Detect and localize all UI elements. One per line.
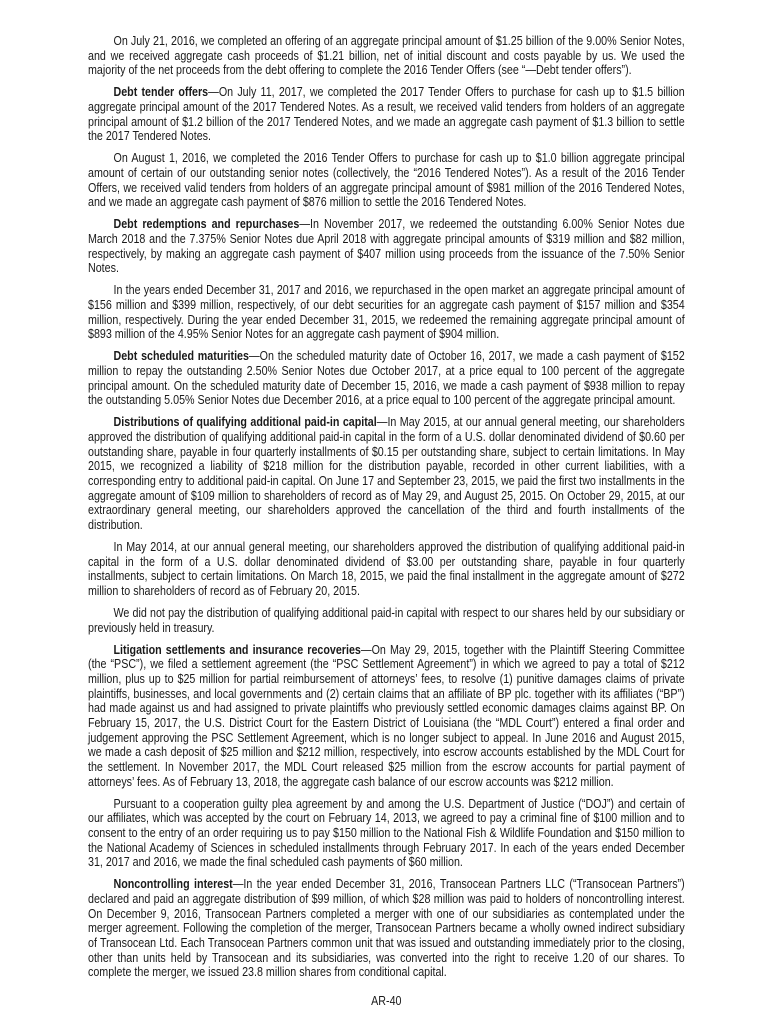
paragraph-text: —On July 11, 2017, we completed the 2017 Tender Offers to purchase for cash up to $1.5 billion aggregate principal amount of the 2017 Tendered Notes. As a result, we received valid tenders from holders of an aggregate principal amount of $1.2 billion of the 2017 Tendered Notes, and we made an aggregate cash payment of $1.3 billion to settle the 2017 Tendered Notes. [88,85,685,144]
paragraph-debt-redemptions [88,217,685,276]
section-heading: Distributions of qualifying additional paid-in capital [113,415,377,430]
section-heading: Debt scheduled maturities [113,349,249,364]
paragraph-noncontrolling-interest [88,877,685,980]
paragraph-open-market-repurchases [88,283,685,342]
section-heading: Noncontrolling interest [113,877,233,892]
section-heading: Litigation settlements and insurance recoveries [113,642,361,657]
paragraph-distributions-2015 [88,415,685,532]
paragraph-debt-scheduled-maturities [88,349,685,408]
paragraph-text: In the years ended December 31, 2017 and 2016, we repurchased in the open market an aggregate principal amount of $156 million and $399 million, respectively, of our debt securities for an aggregate cash payment of $157 million and $354 million, respectively. During the year ended December 31, 2015, we redeemed the remaining aggregate principal amount of $893 million of the 4.95% Senior Notes for an aggregate cash payment of $904 million. [88,283,685,342]
paragraph-text: —In the year ended December 31, 2016, Transocean Partners LLC (“Transocean Partners”) declared and paid an aggregate distribution of $99 million, of which $28 million was paid to holders of noncontrolling interest. On December 9, 2016, Transocean Partners completed a merger with one of our subsidiaries as contemplated under the merger agreement. Following the completion of the merger, Transocean Partners became a wholly owned indirect subsidiary of Transocean Ltd. Each Transocean Partners common unit that was issued and outstanding immediately prior to the closing, other than units held by Transocean and its subsidiaries, was converted into the right to receive 1.20 of our shares. To complete the merger, we issued 23.8 million shares from conditional capital. [88,877,685,980]
paragraph-text: On July 21, 2016, we completed an offering of an aggregate principal amount of $1.25 billion of the 9.00% Senior Notes, and we received aggregate cash proceeds of $1.21 billion, net of initial discount and costs payable by us. We used the majority of the net proceeds from the debt offering to complete the 2016 Tender Offers (see “—Debt tender offers”). [88,34,685,78]
paragraph-litigation-settlements [88,643,685,790]
paragraph-text: —In November 2017, we redeemed the outstanding 6.00% Senior Notes due March 2018 and the 7.375% Senior Notes due April 2018 with aggregate principal amounts of $319 million and $82 million, respectively, by making an aggregate cash payment of $407 million using proceeds from the issuance of the 7.50% Senior Notes. [88,217,685,276]
paragraph-text: —On the scheduled maturity date of October 16, 2017, we made a cash payment of $152 million to repay the outstanding 2.50% Senior Notes due October 2017, at a price equal to 100 percent of the aggregate principal amount. On the scheduled maturity date of December 15, 2016, we made a cash payment of $938 million to repay the outstanding 5.05% Senior Notes due December 2016, at a price equal to 100 percent of the aggregate principal amount. [88,349,685,408]
paragraph-distributions-2014 [88,540,685,599]
paragraph-text: —On May 29, 2015, together with the Plaintiff Steering Committee (the “PSC”), we filed a settlement agreement (the “PSC Settlement Agreement”) in which we agreed to pay a total of $212 million, plus up to $25 million for partial reimbursement of attorneys’ fees, to resolve (1) punitive damages claims of private plaintiffs, businesses, and local governments and (2) certain claims that an affiliate of BP plc. together with its affiliates (“BP”) had made against us and had assigned to private plaintiffs who previously settled economic damages claims against BP. On February 15, 2017, the U.S. District Court for the Eastern District of Louisiana (the “MDL Court”) entered a final order and judgement approving the PSC Settlement Agreement, which is no longer subject to appeal. In June 2016 and August 2015, we made a cash deposit of $25 million and $212 million, respectively, into escrow accounts established by the MDL Court for the settlement. In November 2017, the MDL Court released $25 million from the escrow accounts for partial payment of attorneys’ fees. As of February 13, 2018, the aggregate cash balance of our escrow accounts was $212 million. [88,642,685,789]
section-heading: Debt tender offers [113,85,209,100]
paragraph-text: —In May 2015, at our annual general meeting, our shareholders approved the distribution of qualifying additional paid-in capital in the form of a U.S. dollar denominated dividend of $0.60 per outstanding share, payable in four quarterly installments of $0.15 per outstanding share, subject to certain limitations. In May 2015, we recognized a liability of $218 million for the distribution payable, recorded in other current liabilities, with a corresponding entry to additional paid-in capital. On June 17 and September 23, 2015, we paid the first two installments in the aggregate amount of $109 million to shareholders of record as of May 29, and August 25, 2015. On October 29, 2015, at our extraordinary general meeting, our shareholders approved the cancellation of the third and fourth installments of the distribution. [88,415,685,533]
page-footer [88,994,685,1009]
paragraph-text: We did not pay the distribution of qualifying additional paid-in capital with respect to our shares held by our subsidiary or previously held in treasury. [88,606,685,635]
paragraph-debt-tender-offers [88,85,685,144]
paragraph-doj-plea-agreement [88,797,685,870]
paragraph-text: On August 1, 2016, we completed the 2016 Tender Offers to purchase for cash up to $1.0 billion aggregate principal amount of certain of our outstanding senior notes (collectively, the “2016 Tendered Notes”). As a result of the 2016 Tender Offers, we received valid tenders from holders of an aggregate principal amount of $981 million of the 2016 Tendered Notes, and we made an aggregate cash payment of $876 million to settle the 2016 Tendered Notes. [88,151,685,210]
paragraph-text: Pursuant to a cooperation guilty plea agreement by and among the U.S. Department of Justice (“DOJ”) and certain of our affiliates, which was accepted by the court on February 14, 2013, we agreed to pay a criminal fine of $100 million and to consent to the entry of an order requiring us to pay $150 million to the National Fish & Wildlife Foundation and $150 million to the National Academy of Sciences in scheduled installments through February 2017. In each of the years ended December 31, 2017 and 2016, we made the final scheduled cash payments of $60 million. [88,796,685,870]
paragraph-2016-tender-offers [88,151,685,210]
paragraph-text: In May 2014, at our annual general meeting, our shareholders approved the distribution of qualifying additional paid-in capital in the form of a U.S. dollar denominated dividend of $3.00 per outstanding share, payable in four quarterly installments, subject to certain limitations. On March 18, 2015, we paid the final installment in the aggregate amount of $272 million to shareholders of record as of February 20, 2015. [88,540,685,599]
section-heading: Debt redemptions and repurchases [113,217,300,232]
paragraph-treasury-shares [88,606,685,635]
page-number: AR-40 [371,994,402,1009]
paragraph-senior-notes-offering [88,34,685,78]
document-body [88,34,685,1009]
